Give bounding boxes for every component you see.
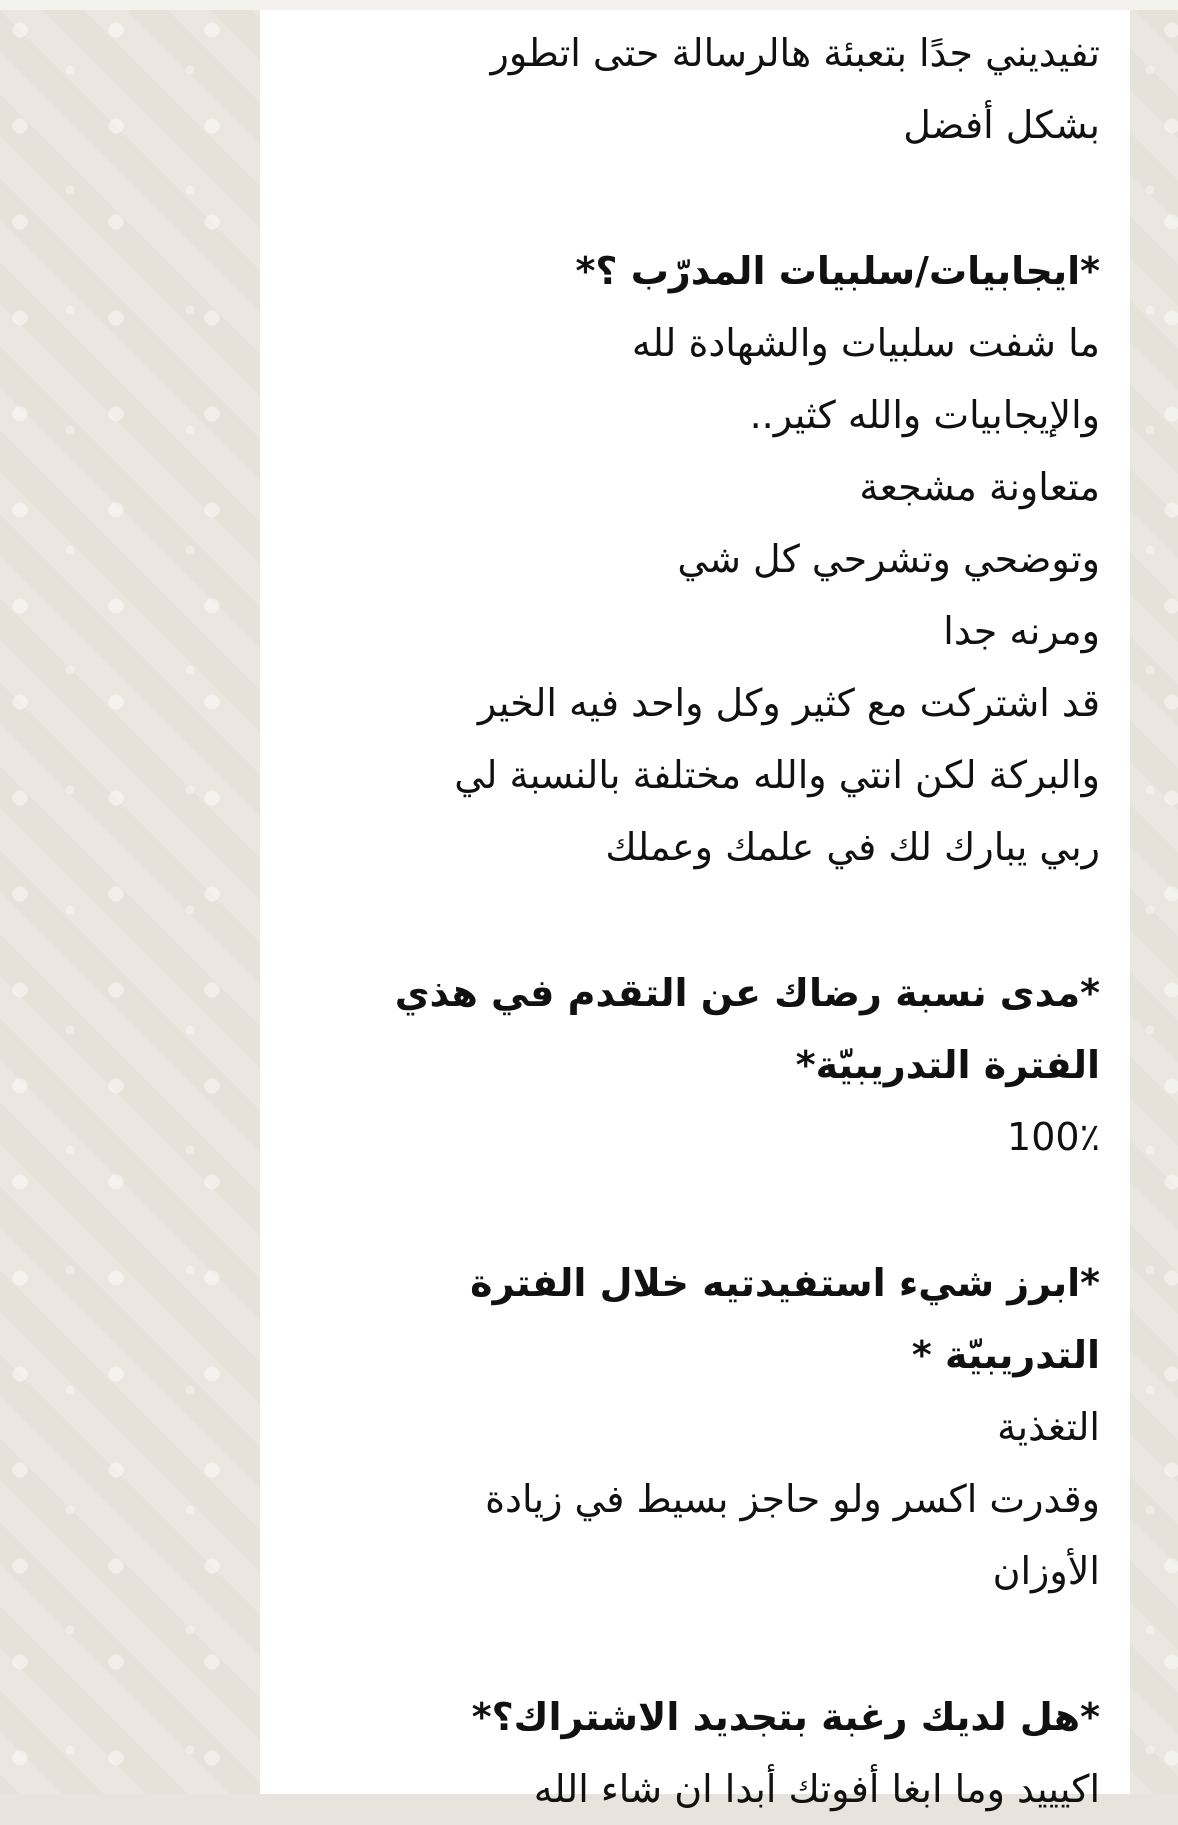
answer-line: ومرنه جدا	[943, 609, 1100, 653]
question-satisfaction-line-1: *مدى نسبة رضاك عن التقدم في هذي	[394, 971, 1100, 1015]
answer-line: متعاونة مشجعة	[859, 465, 1100, 509]
answer-line: ربي يبارك لك في علمك وعملك	[605, 825, 1100, 869]
spacer	[278, 161, 1100, 235]
question-main-benefit-line-2: التدريبيّة *	[911, 1333, 1100, 1377]
spacer	[278, 1607, 1100, 1681]
answer-line: اكيييد وما ابغا أفوتك أبدا ان شاء الله	[533, 1767, 1100, 1811]
answer-satisfaction-percent	[278, 1101, 1100, 1173]
question-trainer-pros-cons: *ايجابيات/سلبيات المدرّب ؟*	[575, 249, 1100, 293]
answer-line: والإيجابيات والله كثير..	[749, 393, 1100, 437]
percent-value: 100٪	[1007, 1115, 1100, 1159]
intro-line-2: بشكل أفضل	[903, 103, 1100, 147]
answer-line: والبركة لكن انتي والله مختلفة بالنسبة لي	[454, 753, 1100, 797]
question-renewal: *هل لديك رغبة بتجديد الاشتراك؟*	[471, 1695, 1100, 1739]
answer-line: الأوزان	[992, 1549, 1100, 1593]
answer-line: ما شفت سلبيات والشهادة لله	[631, 321, 1100, 365]
question-main-benefit-line-1: *ابرز شيء استفيدتيه خلال الفترة	[470, 1261, 1100, 1305]
answer-line: التغذية	[997, 1405, 1100, 1449]
answer-line: وتوضحي وتشرحي كل شي	[677, 537, 1100, 581]
spacer	[278, 883, 1100, 957]
question-satisfaction-line-2: الفترة التدريبيّة*	[795, 1043, 1100, 1087]
answer-line: قد اشتركت مع كثير وكل واحد فيه الخير	[477, 681, 1100, 725]
spacer	[278, 1173, 1100, 1247]
answer-line: وقدرت اكسر ولو حاجز بسيط في زيادة	[485, 1477, 1100, 1521]
intro-line-1: تفيديني جدًا بتعبئة هالرسالة حتى اتطور	[490, 31, 1100, 75]
message-bubble[interactable]	[260, 10, 1130, 1811]
